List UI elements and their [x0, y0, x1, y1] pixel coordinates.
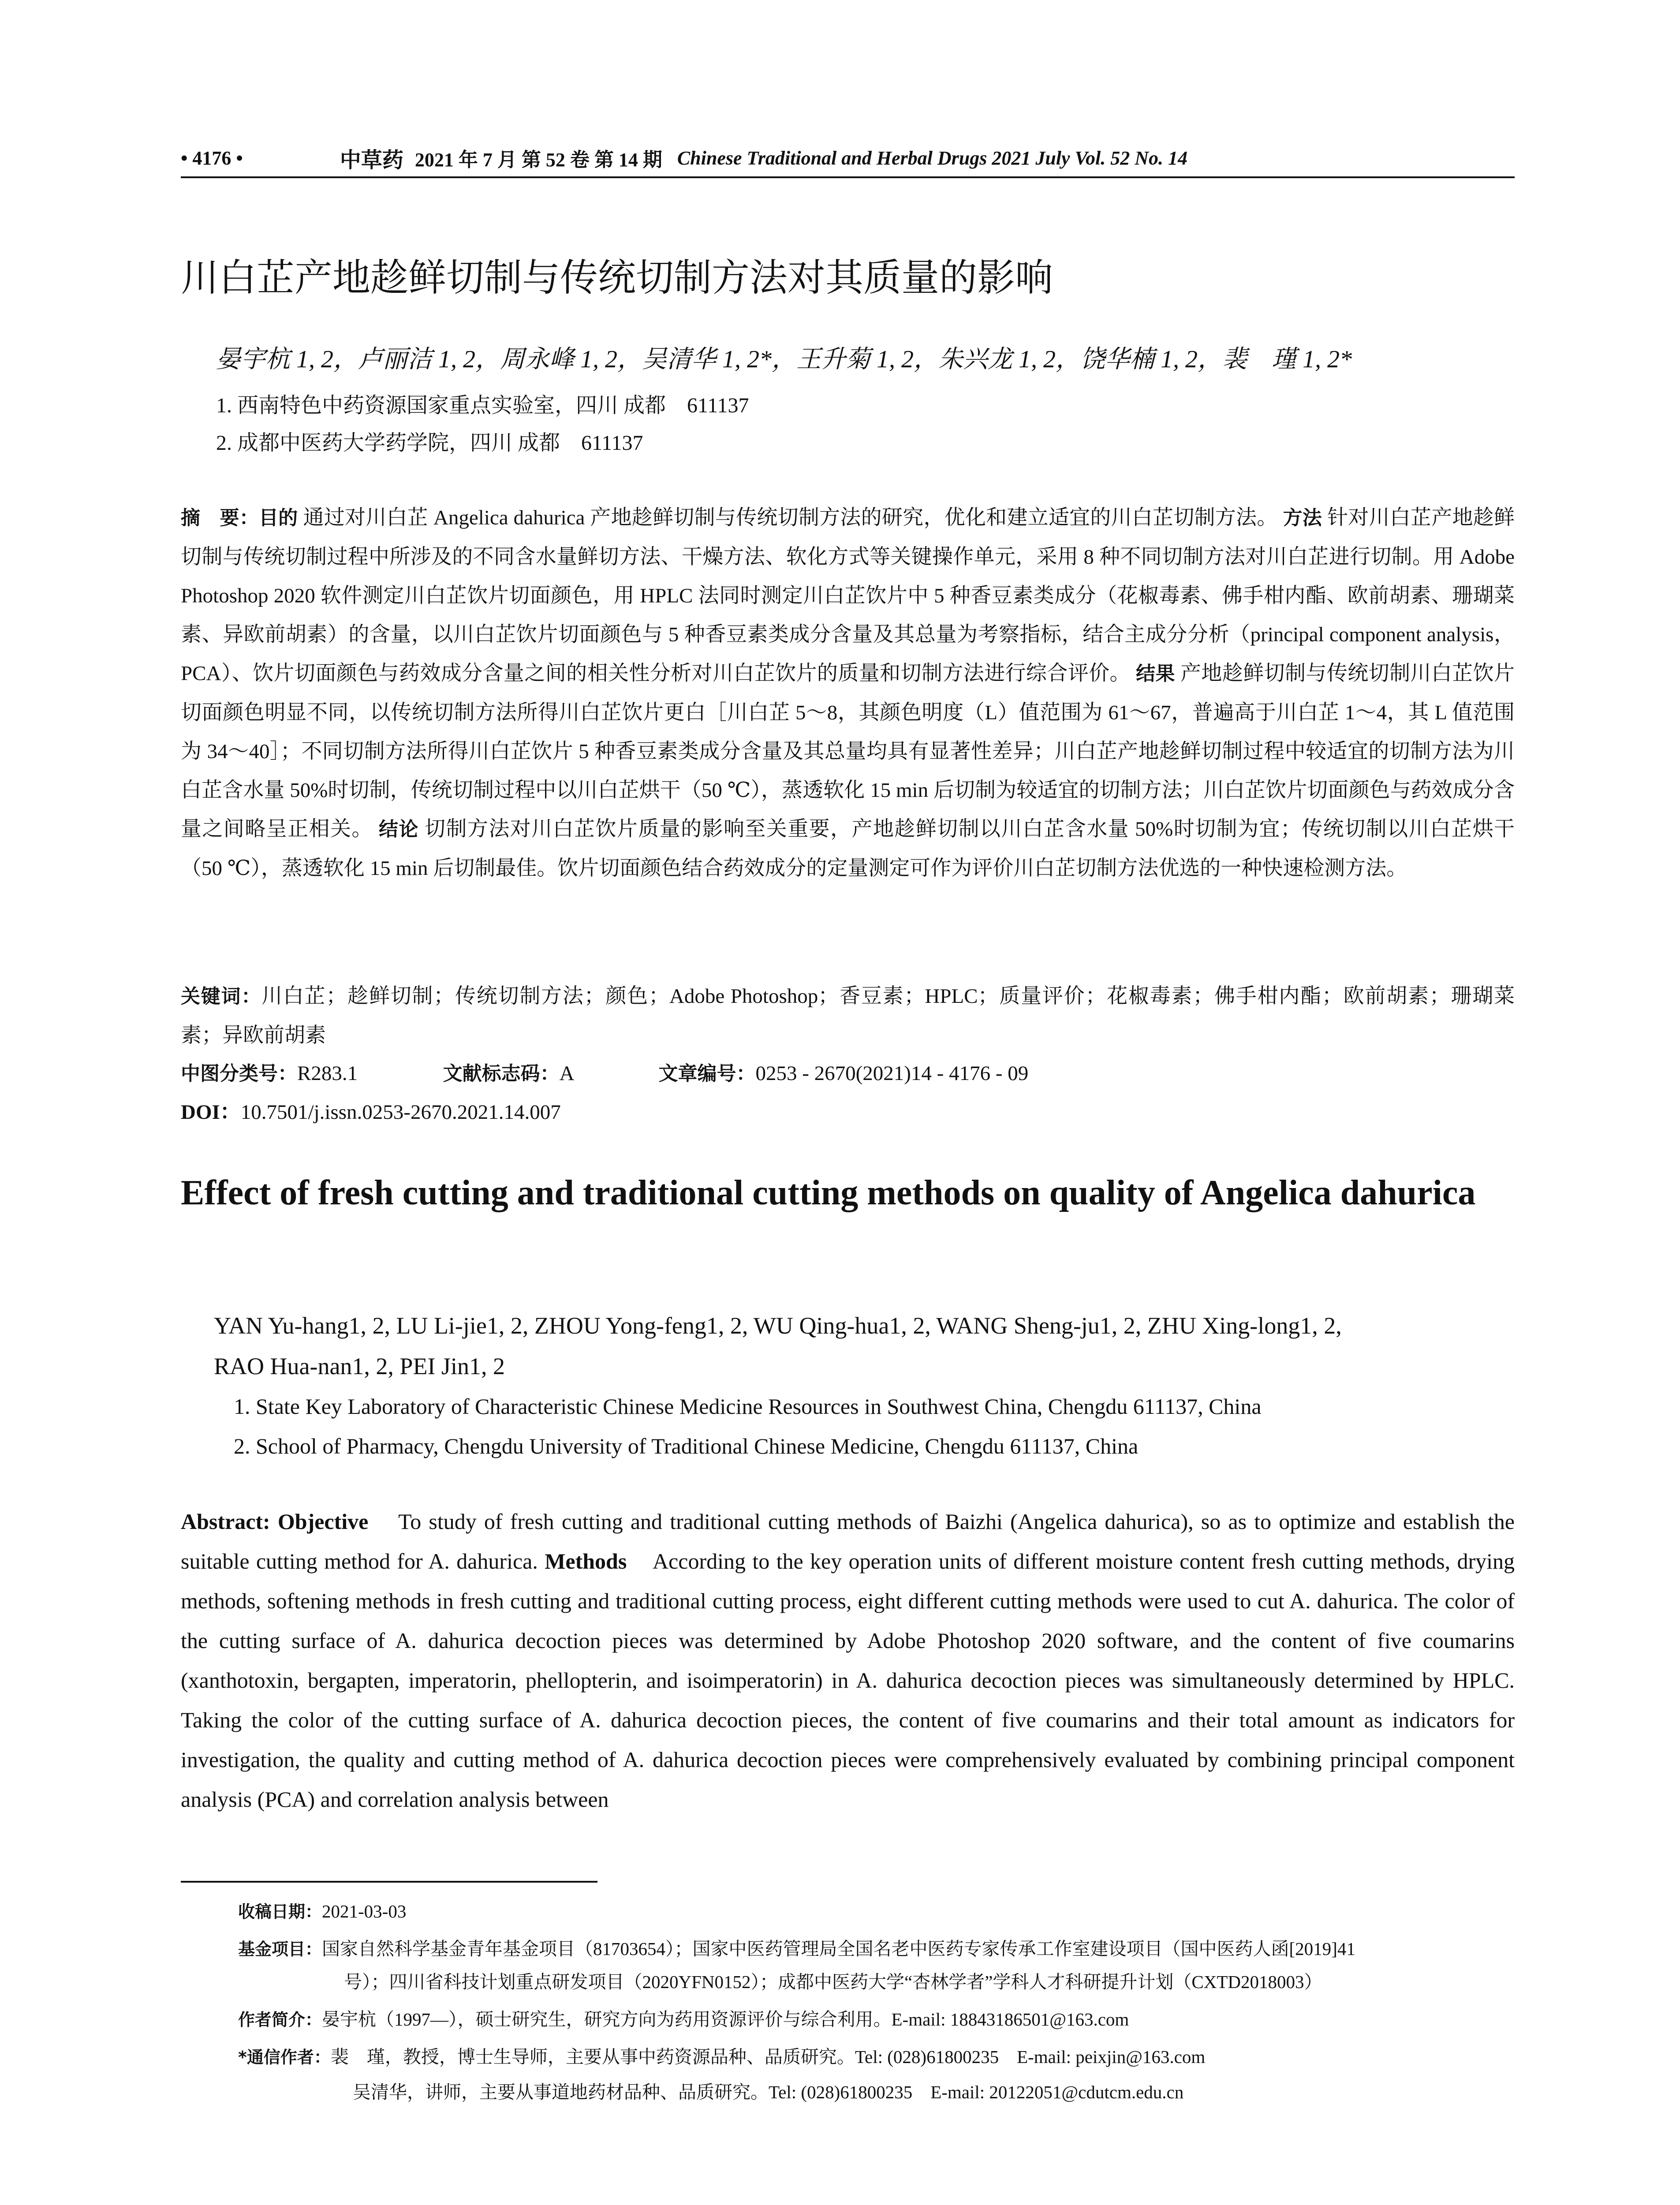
methods-en: According to the key operation units of different moisture content fresh cutting methods, drying methods, softening methods in fresh cutting and traditional cutting process, eight different cutting methods were used to cut A. dahurica. The color of the cutting surface of A. dahurica decoction pieces was determined by Adobe Photoshop 2020 software, and the content of five coumarins (xanthotoxin, bergapten, imperatorin, phellopterin, and isoimperatorin) in A. dahurica decoction pieces was simultaneously determined by HPLC. Taking the color of the cutting surface of A. dahurica decoction pieces, the content of five coumarins and their total amount as indicators for investigation, the quality and cutting method of A. dahurica decoction pieces were comprehensively evaluated by combining principal component analysis (PCA) and correlation analysis between: [181, 1549, 1515, 1812]
keywords-cn-label: 关键词：: [181, 985, 262, 1008]
methods-cn: 针对川白芷产地趁鲜切制与传统切制过程中所涉及的不同含水量鲜切方法、干燥方法、软化方式等关键操作单元，采用 8 种不同切制方法对川白芷进行切制。用 Adobe Photoshop 2020 软件测定川白芷饮片切面颜色，用 HPLC 法同时测定川白芷饮片中 5 种香豆素类成分（花椒毒素、佛手柑内酯、欧前胡素、珊瑚菜素、异欧前胡素）的含量，以川白芷饮片切面颜色与 5 种香豆素类成分含量及其总量为考察指标，结合主成分分析（principal component analysis，PCA）、饮片切面颜色与药效成分含量之间的相关性分析对川白芷饮片的质量和切制方法进行综合评价。: [181, 506, 1515, 685]
objective-cn: 通过对川白芷 Angelica dahurica 产地趁鲜切制与传统切制方法的研究，优化和建立适宜的川白芷切制方法。: [303, 506, 1278, 529]
received-value: 2021-03-03: [322, 1901, 407, 1921]
footnote-author: [238, 2004, 1129, 2035]
affiliation-en-2: 2. School of Pharmacy, Chengdu University of Traditional Chinese Medicine, Chengdu 611137, China: [234, 1434, 1139, 1458]
clc-label: 中图分类号：: [181, 1062, 297, 1085]
authors-en-line-1: YAN Yu-hang1, 2, LU Li-jie1, 2, ZHOU Yong-feng1, 2, WU Qing-hua1, 2, WANG Sheng-ju1, 2, ZHU Xing-long1, 2,: [214, 1312, 1342, 1339]
title-en: Effect of fresh cutting and traditional cutting methods on quality of Angelica dahurica: [181, 1174, 1476, 1212]
title-cn: 川白芷产地趁鲜切制与传统切制方法对其质量的影响: [181, 256, 1053, 300]
doi-label: DOI：: [181, 1101, 241, 1124]
fund-line-2: 号）；四川省科技计划重点研发项目（2020YFN0152）；成都中医药大学“杏林学者”学科人才科研提升计划（CXTD2018003）: [344, 1972, 1322, 1992]
abstract-en: [181, 1502, 1515, 1819]
fund-label: 基金项目：: [238, 1940, 322, 1959]
doc-label: 文献标志码：: [443, 1062, 560, 1085]
affiliation-cn-2: 2. 成都中医药大学药学院，四川 成都 611137: [216, 431, 643, 455]
keywords-cn: [181, 977, 1515, 1055]
abstract-cn-label: 摘 要：: [181, 507, 259, 529]
footnote-fund: [238, 1934, 1355, 1964]
affiliation-en-1: 1. State Key Laboratory of Characteristic Chinese Medicine Resources in Southwest China, Chengdu 611137, China: [234, 1394, 1262, 1419]
affiliation-cn-1: 1. 西南特色中药资源国家重点实验室，四川 成都 611137: [216, 394, 749, 417]
author-label: 作者简介：: [238, 2010, 322, 2029]
issue-en: Chinese Traditional and Herbal Drugs 2021 July Vol. 52 No. 14: [677, 147, 1188, 169]
results-cn: 产地趁鲜切制与传统切制川白芷饮片切面颜色明显不同，以传统切制方法所得川白芷饮片更白［川白芷 5～8，其颜色明度（L）值范围为 61～67，普遍高于川白芷 1～4，其 L 值范围为 34～40］；不同切制方法所得川白芷饮片 5 种香豆素类成分含量及其总量均具有显著性差异；川白芷产地趁鲜切制过程中较适宜的切制方法为川白芷含水量 50%时切制，传统切制过程中以川白芷烘干（50 ℃），蒸透软化 15 min 后切制为较适宜的切制方法；川白芷饮片切面颜色与药效成分含量之间略呈正相关。: [181, 662, 1515, 841]
page-number: • 4176 •: [181, 147, 243, 169]
corr-line-1: 裴 瑾，教授，博士生导师，主要从事中药资源品种、品质研究。Tel: (028)61800235 E-mail: peixjin@163.com: [330, 2047, 1206, 2067]
conclusion-cn-label: 结论: [379, 818, 419, 841]
header-rule: [181, 176, 1515, 178]
footnote-rule: [181, 1881, 597, 1883]
article-value: 0253 - 2670(2021)14 - 4176 - 09: [755, 1062, 1029, 1085]
doc-value: A: [559, 1062, 573, 1085]
authors-en: [214, 1305, 1515, 1387]
footnote-correspondence: [238, 2042, 1205, 2072]
objective-cn-label: 目的: [259, 507, 298, 529]
fund-line-1: 国家自然科学基金青年基金项目（81703654）；国家中医药管理局全国名老中医药专家传承工作室建设项目（国中医药人函[2019]41: [322, 1939, 1355, 1959]
corr-label: *通信作者：: [238, 2048, 331, 2067]
footnote-received: [238, 1896, 406, 1927]
doi-line: [181, 1093, 1515, 1132]
objective-en: To study of fresh cutting and traditional cutting methods of Baizhi (Angelica dahurica), so as to optimize and establish the suitable cutting method for A. dahurica.: [181, 1509, 1515, 1573]
clc-value: R283.1: [297, 1062, 358, 1085]
conclusion-cn: 切制方法对川白芷饮片质量的影响至关重要，产地趁鲜切制以川白芷含水量 50%时切制为宜；传统切制以川白芷烘干（50 ℃），蒸透软化 15 min 后切制最佳。饮片切面颜色结合药效成分的定量测定可作为评价川白芷切制方法优选的一种快速检测方法。: [181, 818, 1515, 880]
authors-cn: 晏宇杭 1, 2，卢丽洁 1, 2，周永峰 1, 2，吴清华 1, 2*，王升菊 1, 2，朱兴龙 1, 2，饶华楠 1, 2，裴 瑾 1, 2*: [216, 346, 1352, 373]
results-cn-label: 结果: [1136, 662, 1175, 685]
classification-line: [181, 1054, 1515, 1093]
methods-en-label: Methods: [545, 1549, 627, 1573]
authors-en-line-2: RAO Hua-nan1, 2, PEI Jin1, 2: [214, 1353, 505, 1379]
methods-cn-label: 方法: [1283, 507, 1322, 529]
corr-line-2: 吴清华，讲师，主要从事道地药材品种、品质研究。Tel: (028)61800235 E-mail: 20122051@cdutcm.edu.cn: [353, 2082, 1184, 2102]
article-label: 文章编号：: [658, 1062, 756, 1085]
abstract-en-label: Abstract: Objective: [181, 1509, 369, 1534]
abstract-cn: [181, 498, 1515, 888]
keywords-cn-text: 川白芷；趁鲜切制；传统切制方法；颜色；Adobe Photoshop；香豆素；HPLC；质量评价；花椒毒素；佛手柑内酯；欧前胡素；珊瑚菜素；异欧前胡素: [181, 985, 1515, 1047]
running-header: [181, 145, 1515, 171]
issue-cn: 2021 年 7 月 第 52 卷 第 14 期: [414, 149, 662, 171]
doi-value: 10.7501/j.issn.0253-2670.2021.14.007: [240, 1101, 561, 1124]
received-label: 收稿日期：: [238, 1902, 322, 1921]
author-value: 晏宇杭（1997—），硕士研究生，研究方向为药用资源评价与综合利用。E-mail: 18843186501@163.com: [322, 2009, 1129, 2029]
journal-name-cn: 中草药: [340, 147, 403, 172]
